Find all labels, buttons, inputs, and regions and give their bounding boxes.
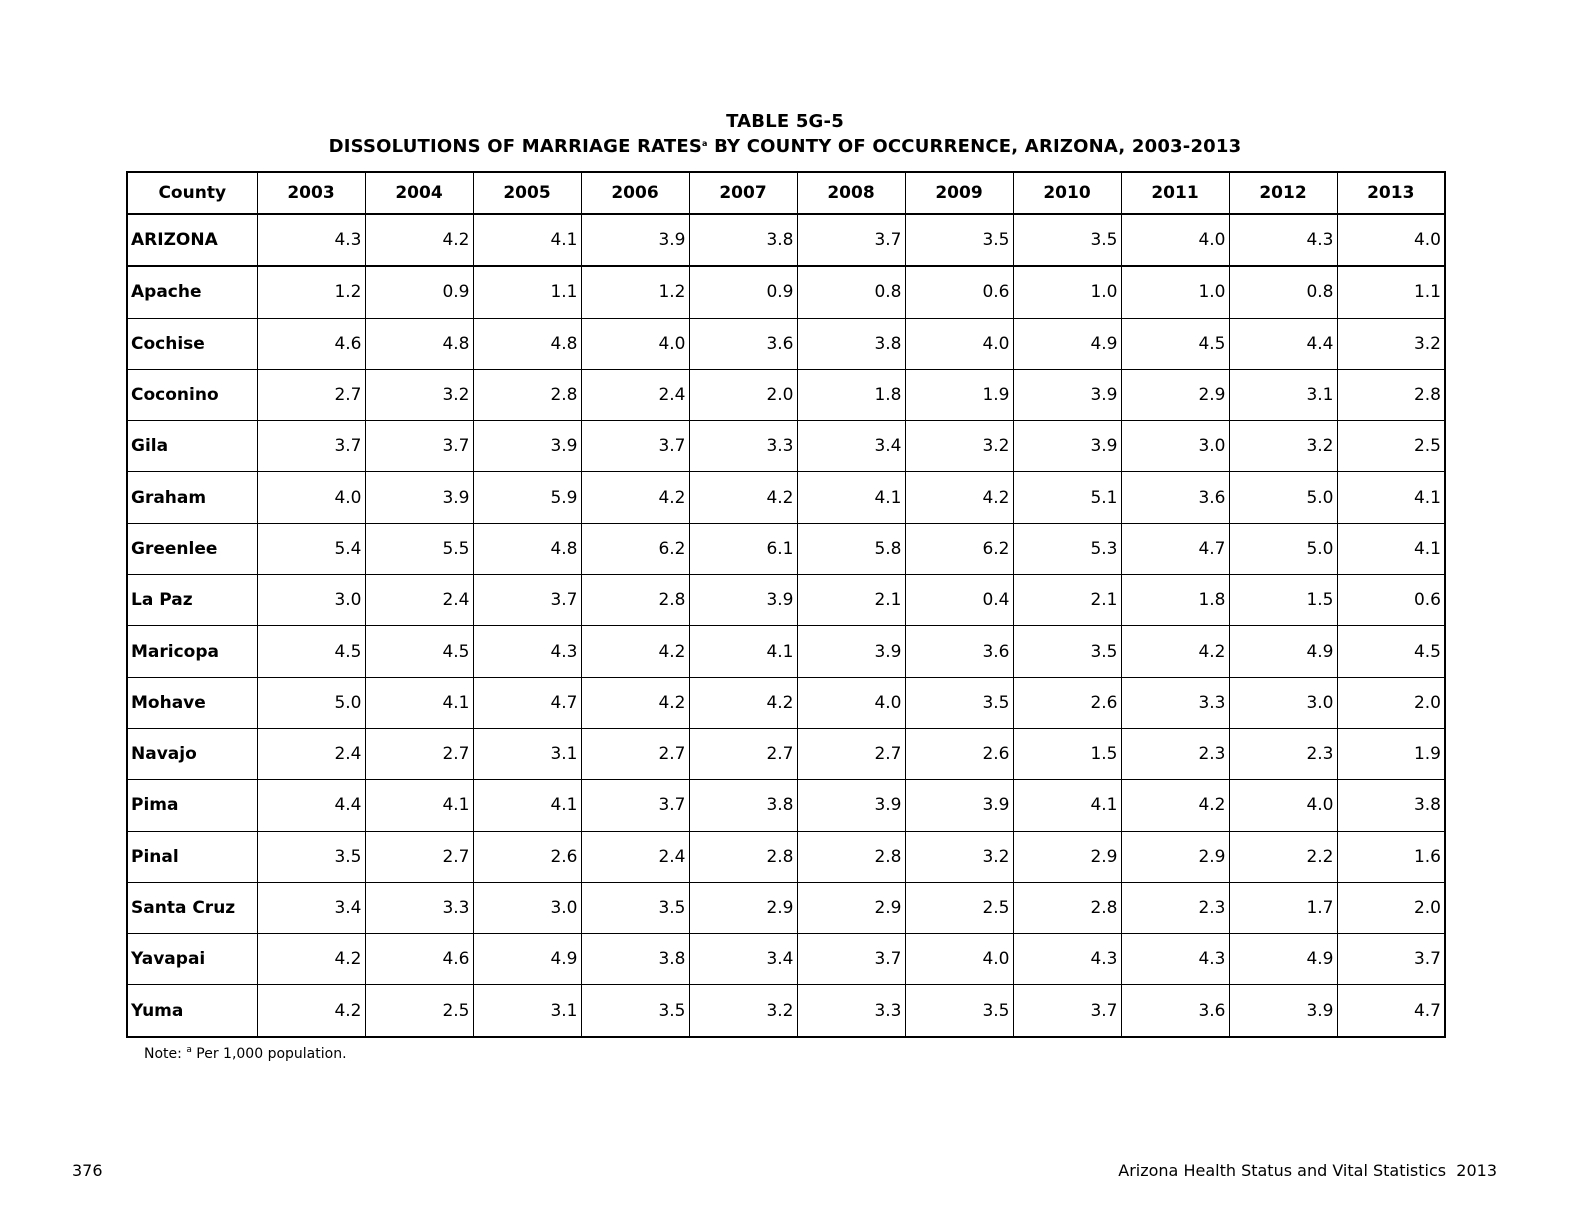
rate-cell: 2.7 bbox=[365, 831, 473, 882]
rate-cell: 4.2 bbox=[257, 985, 365, 1037]
rate-cell: 2.5 bbox=[365, 985, 473, 1037]
title-footnote-marker: a bbox=[702, 139, 708, 148]
table-row bbox=[127, 677, 1445, 728]
rate-cell: 0.6 bbox=[905, 266, 1013, 318]
header-row bbox=[127, 172, 1445, 214]
rate-cell: 1.0 bbox=[1013, 266, 1121, 318]
rate-cell: 3.9 bbox=[905, 780, 1013, 831]
rate-cell: 2.7 bbox=[689, 728, 797, 779]
rate-cell: 2.3 bbox=[1121, 728, 1229, 779]
rate-cell: 5.4 bbox=[257, 523, 365, 574]
rate-cell: 2.9 bbox=[689, 882, 797, 933]
rate-cell: 4.0 bbox=[905, 318, 1013, 369]
rate-cell: 1.2 bbox=[257, 266, 365, 318]
rate-cell: 5.8 bbox=[797, 523, 905, 574]
note-text: Per 1,000 population. bbox=[191, 1046, 347, 1062]
rate-cell: 3.1 bbox=[473, 985, 581, 1037]
county-name: La Paz bbox=[127, 575, 257, 626]
rate-cell: 3.0 bbox=[1121, 421, 1229, 472]
rate-cell: 4.7 bbox=[473, 677, 581, 728]
state-total-row bbox=[127, 214, 1445, 266]
rate-cell: 3.8 bbox=[689, 214, 797, 266]
table-row bbox=[127, 369, 1445, 420]
rate-cell: 4.0 bbox=[905, 934, 1013, 985]
rate-cell: 2.8 bbox=[797, 831, 905, 882]
rate-cell: 3.7 bbox=[797, 214, 905, 266]
table-title-rest: BY COUNTY OF OCCURRENCE, ARIZONA, 2003-2013 bbox=[707, 136, 1242, 157]
rate-cell: 2.9 bbox=[1121, 831, 1229, 882]
table-row bbox=[127, 985, 1445, 1037]
rate-cell: 4.1 bbox=[1337, 523, 1445, 574]
rate-cell: 3.9 bbox=[365, 472, 473, 523]
rate-cell: 1.7 bbox=[1229, 882, 1337, 933]
column-header-year: 2004 bbox=[365, 172, 473, 214]
rate-cell: 3.6 bbox=[1121, 472, 1229, 523]
rate-cell: 4.1 bbox=[1337, 472, 1445, 523]
rate-cell: 1.8 bbox=[1121, 575, 1229, 626]
rate-cell: 3.7 bbox=[1337, 934, 1445, 985]
rate-cell: 4.2 bbox=[689, 472, 797, 523]
rate-cell: 2.3 bbox=[1121, 882, 1229, 933]
rate-cell: 2.9 bbox=[1013, 831, 1121, 882]
rate-cell: 2.8 bbox=[473, 369, 581, 420]
rate-cell: 3.7 bbox=[581, 780, 689, 831]
rate-cell: 1.1 bbox=[473, 266, 581, 318]
county-name: Apache bbox=[127, 266, 257, 318]
county-name: Graham bbox=[127, 472, 257, 523]
rate-cell: 0.6 bbox=[1337, 575, 1445, 626]
rate-cell: 4.2 bbox=[1121, 626, 1229, 677]
county-name: Yuma bbox=[127, 985, 257, 1037]
rate-cell: 4.0 bbox=[1337, 214, 1445, 266]
rate-cell: 3.9 bbox=[581, 214, 689, 266]
rate-cell: 3.5 bbox=[905, 677, 1013, 728]
rate-cell: 0.4 bbox=[905, 575, 1013, 626]
rate-cell: 2.0 bbox=[689, 369, 797, 420]
rate-cell: 1.0 bbox=[1121, 266, 1229, 318]
rate-cell: 3.5 bbox=[905, 214, 1013, 266]
table-row bbox=[127, 934, 1445, 985]
rate-cell: 4.3 bbox=[257, 214, 365, 266]
county-name: Mohave bbox=[127, 677, 257, 728]
county-name: Coconino bbox=[127, 369, 257, 420]
rate-cell: 3.7 bbox=[1013, 985, 1121, 1037]
note-prefix: Note: bbox=[144, 1046, 187, 1062]
rate-cell: 3.6 bbox=[905, 626, 1013, 677]
rate-cell: 4.3 bbox=[473, 626, 581, 677]
rate-cell: 3.2 bbox=[365, 369, 473, 420]
county-name: Pima bbox=[127, 780, 257, 831]
rate-cell: 3.6 bbox=[689, 318, 797, 369]
page-number: 376 bbox=[72, 1161, 103, 1180]
rate-cell: 2.2 bbox=[1229, 831, 1337, 882]
rate-cell: 5.1 bbox=[1013, 472, 1121, 523]
table-number: TABLE 5G-5 bbox=[726, 111, 844, 132]
rate-cell: 3.2 bbox=[1229, 421, 1337, 472]
rate-cell: 4.1 bbox=[689, 626, 797, 677]
rate-cell: 3.5 bbox=[1013, 214, 1121, 266]
rate-cell: 3.2 bbox=[905, 421, 1013, 472]
rate-cell: 3.9 bbox=[797, 780, 905, 831]
rate-cell: 3.7 bbox=[365, 421, 473, 472]
rate-cell: 3.5 bbox=[581, 985, 689, 1037]
rate-cell: 5.3 bbox=[1013, 523, 1121, 574]
table-row bbox=[127, 575, 1445, 626]
rate-cell: 4.9 bbox=[1229, 626, 1337, 677]
rate-cell: 2.4 bbox=[257, 728, 365, 779]
rate-cell: 2.7 bbox=[365, 728, 473, 779]
column-header-year: 2003 bbox=[257, 172, 365, 214]
table-row bbox=[127, 882, 1445, 933]
rate-cell: 4.1 bbox=[365, 780, 473, 831]
column-header-year: 2009 bbox=[905, 172, 1013, 214]
footer-publication-title: Arizona Health Status and Vital Statistics 2013 bbox=[1118, 1161, 1497, 1180]
rate-cell: 3.0 bbox=[473, 882, 581, 933]
rate-cell: 2.6 bbox=[905, 728, 1013, 779]
county-name: Greenlee bbox=[127, 523, 257, 574]
rate-cell: 2.1 bbox=[1013, 575, 1121, 626]
rate-cell: 4.8 bbox=[365, 318, 473, 369]
rate-cell: 2.8 bbox=[689, 831, 797, 882]
column-header-year: 2010 bbox=[1013, 172, 1121, 214]
rate-cell: 3.9 bbox=[797, 626, 905, 677]
rate-cell: 4.0 bbox=[1121, 214, 1229, 266]
county-name: Yavapai bbox=[127, 934, 257, 985]
rate-cell: 4.9 bbox=[1013, 318, 1121, 369]
rate-cell: 3.5 bbox=[1013, 626, 1121, 677]
rate-cell: 3.9 bbox=[1229, 985, 1337, 1037]
rate-cell: 4.0 bbox=[797, 677, 905, 728]
table-row bbox=[127, 831, 1445, 882]
rate-cell: 3.5 bbox=[905, 985, 1013, 1037]
rate-cell: 2.6 bbox=[1013, 677, 1121, 728]
table-header bbox=[127, 172, 1445, 214]
rate-cell: 3.7 bbox=[581, 421, 689, 472]
rate-cell: 2.9 bbox=[1121, 369, 1229, 420]
rate-cell: 4.3 bbox=[1229, 214, 1337, 266]
rate-cell: 4.0 bbox=[581, 318, 689, 369]
rate-cell: 4.6 bbox=[365, 934, 473, 985]
rate-cell: 2.5 bbox=[1337, 421, 1445, 472]
rate-cell: 5.9 bbox=[473, 472, 581, 523]
county-name: Santa Cruz bbox=[127, 882, 257, 933]
rate-cell: 4.1 bbox=[1013, 780, 1121, 831]
rate-cell: 2.9 bbox=[797, 882, 905, 933]
rate-cell: 4.2 bbox=[581, 677, 689, 728]
rate-cell: 5.0 bbox=[257, 677, 365, 728]
rate-cell: 0.9 bbox=[365, 266, 473, 318]
rate-cell: 2.7 bbox=[797, 728, 905, 779]
rate-cell: 6.2 bbox=[905, 523, 1013, 574]
rate-cell: 2.0 bbox=[1337, 677, 1445, 728]
county-name: Pinal bbox=[127, 831, 257, 882]
rate-cell: 3.2 bbox=[905, 831, 1013, 882]
rate-cell: 4.0 bbox=[1229, 780, 1337, 831]
rate-cell: 5.0 bbox=[1229, 523, 1337, 574]
rate-cell: 2.7 bbox=[581, 728, 689, 779]
table-row bbox=[127, 780, 1445, 831]
rate-cell: 0.8 bbox=[1229, 266, 1337, 318]
rate-cell: 2.7 bbox=[257, 369, 365, 420]
rate-cell: 0.9 bbox=[689, 266, 797, 318]
rate-cell: 1.1 bbox=[1337, 266, 1445, 318]
rate-cell: 4.3 bbox=[1013, 934, 1121, 985]
rate-cell: 4.5 bbox=[257, 626, 365, 677]
rate-cell: 2.1 bbox=[797, 575, 905, 626]
table-row bbox=[127, 728, 1445, 779]
rate-cell: 1.2 bbox=[581, 266, 689, 318]
rate-cell: 4.4 bbox=[257, 780, 365, 831]
rate-cell: 4.2 bbox=[1121, 780, 1229, 831]
table-row bbox=[127, 318, 1445, 369]
rate-cell: 3.5 bbox=[581, 882, 689, 933]
rate-cell: 4.1 bbox=[365, 677, 473, 728]
rate-cell: 3.7 bbox=[257, 421, 365, 472]
rate-cell: 2.4 bbox=[365, 575, 473, 626]
county-name: Navajo bbox=[127, 728, 257, 779]
county-name: Cochise bbox=[127, 318, 257, 369]
rate-cell: 4.2 bbox=[365, 214, 473, 266]
rate-cell: 3.2 bbox=[689, 985, 797, 1037]
column-header-year: 2013 bbox=[1337, 172, 1445, 214]
rate-cell: 1.6 bbox=[1337, 831, 1445, 882]
rate-cell: 4.1 bbox=[473, 780, 581, 831]
rate-cell: 3.4 bbox=[797, 421, 905, 472]
note-footnote-marker: a bbox=[186, 1045, 192, 1055]
rate-cell: 4.4 bbox=[1229, 318, 1337, 369]
rate-cell: 2.3 bbox=[1229, 728, 1337, 779]
rate-cell: 0.8 bbox=[797, 266, 905, 318]
rate-cell: 6.2 bbox=[581, 523, 689, 574]
rate-cell: 3.8 bbox=[1337, 780, 1445, 831]
column-header-year: 2006 bbox=[581, 172, 689, 214]
rate-cell: 5.0 bbox=[1229, 472, 1337, 523]
table-note bbox=[144, 1045, 347, 1062]
table-row bbox=[127, 523, 1445, 574]
rate-cell: 4.2 bbox=[905, 472, 1013, 523]
column-header-year: 2005 bbox=[473, 172, 581, 214]
table-title bbox=[0, 136, 1570, 157]
rate-cell: 3.3 bbox=[1121, 677, 1229, 728]
rate-cell: 4.5 bbox=[1337, 626, 1445, 677]
rate-cell: 4.5 bbox=[365, 626, 473, 677]
rate-cell: 3.6 bbox=[1121, 985, 1229, 1037]
rate-cell: 3.3 bbox=[365, 882, 473, 933]
rate-cell: 3.8 bbox=[581, 934, 689, 985]
rate-cell: 4.3 bbox=[1121, 934, 1229, 985]
rate-cell: 3.0 bbox=[1229, 677, 1337, 728]
table-title-main: DISSOLUTIONS OF MARRIAGE RATES bbox=[328, 136, 703, 157]
rate-cell: 4.6 bbox=[257, 318, 365, 369]
rate-cell: 2.8 bbox=[581, 575, 689, 626]
rate-cell: 4.8 bbox=[473, 318, 581, 369]
rate-cell: 5.5 bbox=[365, 523, 473, 574]
rate-cell: 3.3 bbox=[797, 985, 905, 1037]
rate-cell: 3.1 bbox=[473, 728, 581, 779]
rate-cell: 6.1 bbox=[689, 523, 797, 574]
rate-cell: 1.5 bbox=[1013, 728, 1121, 779]
table-row bbox=[127, 421, 1445, 472]
rate-cell: 4.1 bbox=[473, 214, 581, 266]
rate-cell: 3.9 bbox=[689, 575, 797, 626]
rate-cell: 4.0 bbox=[257, 472, 365, 523]
rate-cell: 3.3 bbox=[689, 421, 797, 472]
rate-cell: 4.7 bbox=[1121, 523, 1229, 574]
rate-cell: 2.4 bbox=[581, 369, 689, 420]
rate-cell: 2.6 bbox=[473, 831, 581, 882]
rate-cell: 4.7 bbox=[1337, 985, 1445, 1037]
table-row bbox=[127, 266, 1445, 318]
rate-cell: 1.9 bbox=[905, 369, 1013, 420]
county-name: Gila bbox=[127, 421, 257, 472]
rates-table bbox=[126, 171, 1446, 1038]
rate-cell: 4.2 bbox=[257, 934, 365, 985]
rate-cell: 4.9 bbox=[473, 934, 581, 985]
rate-cell: 4.2 bbox=[689, 677, 797, 728]
rate-cell: 3.5 bbox=[257, 831, 365, 882]
rate-cell: 3.7 bbox=[473, 575, 581, 626]
rate-cell: 4.9 bbox=[1229, 934, 1337, 985]
rate-cell: 2.5 bbox=[905, 882, 1013, 933]
county-name: Maricopa bbox=[127, 626, 257, 677]
rate-cell: 3.8 bbox=[797, 318, 905, 369]
rate-cell: 1.8 bbox=[797, 369, 905, 420]
table-row bbox=[127, 626, 1445, 677]
table-body bbox=[127, 214, 1445, 1037]
rate-cell: 3.2 bbox=[1337, 318, 1445, 369]
rate-cell: 2.0 bbox=[1337, 882, 1445, 933]
county-name: ARIZONA bbox=[127, 214, 257, 266]
rate-cell: 4.8 bbox=[473, 523, 581, 574]
rate-cell: 3.8 bbox=[689, 780, 797, 831]
rate-cell: 3.4 bbox=[257, 882, 365, 933]
column-header-year: 2007 bbox=[689, 172, 797, 214]
table-row bbox=[127, 472, 1445, 523]
rate-cell: 4.1 bbox=[797, 472, 905, 523]
column-header-year: 2012 bbox=[1229, 172, 1337, 214]
rate-cell: 4.2 bbox=[581, 472, 689, 523]
rate-cell: 2.8 bbox=[1013, 882, 1121, 933]
rate-cell: 3.9 bbox=[473, 421, 581, 472]
column-header-county: County bbox=[127, 172, 257, 214]
rate-cell: 1.9 bbox=[1337, 728, 1445, 779]
rate-cell: 4.2 bbox=[581, 626, 689, 677]
column-header-year: 2011 bbox=[1121, 172, 1229, 214]
rate-cell: 3.4 bbox=[689, 934, 797, 985]
rate-cell: 1.5 bbox=[1229, 575, 1337, 626]
rate-cell: 4.5 bbox=[1121, 318, 1229, 369]
rate-cell: 3.7 bbox=[797, 934, 905, 985]
rate-cell: 3.1 bbox=[1229, 369, 1337, 420]
column-header-year: 2008 bbox=[797, 172, 905, 214]
rate-cell: 3.0 bbox=[257, 575, 365, 626]
rate-cell: 2.8 bbox=[1337, 369, 1445, 420]
rate-cell: 3.9 bbox=[1013, 421, 1121, 472]
rate-cell: 2.4 bbox=[581, 831, 689, 882]
rate-cell: 3.9 bbox=[1013, 369, 1121, 420]
